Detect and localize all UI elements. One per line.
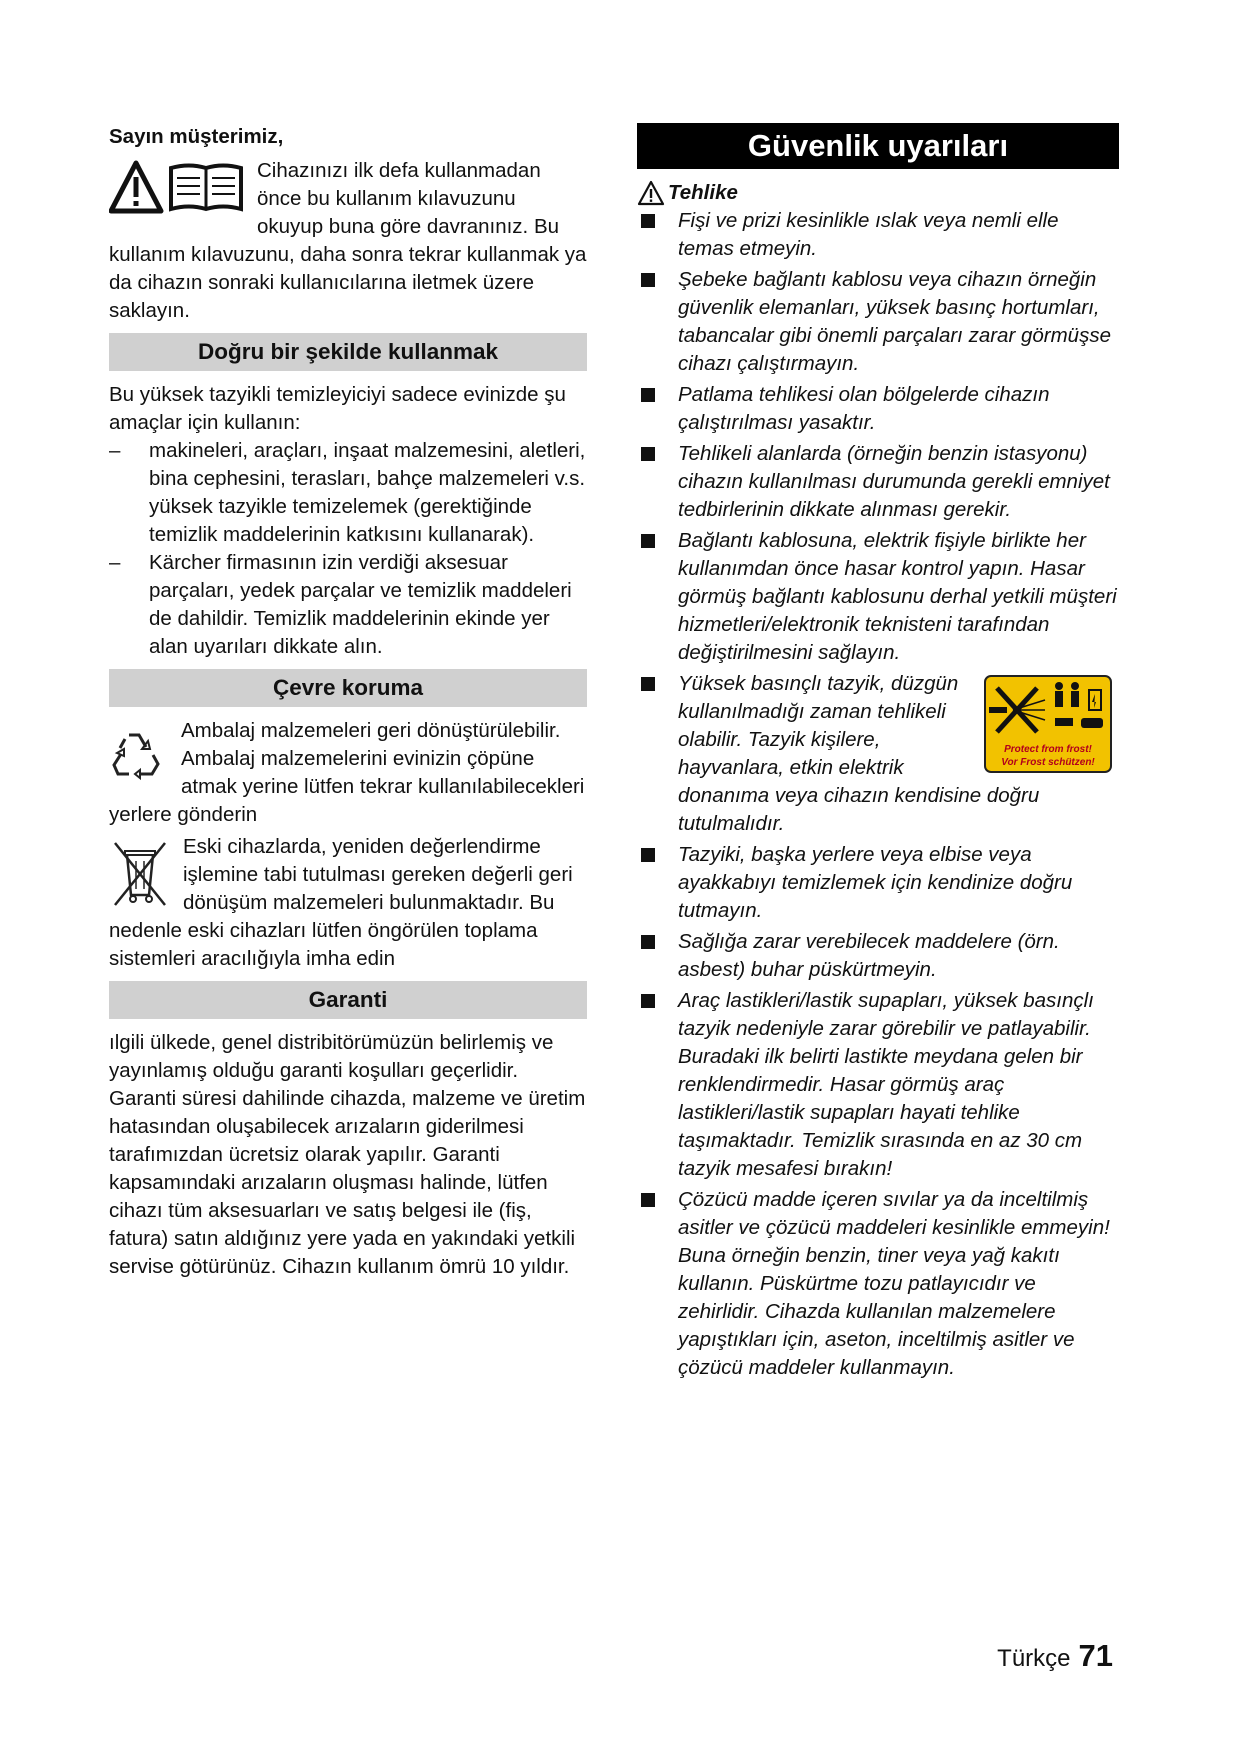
page-footer	[997, 1638, 1113, 1674]
right-column	[637, 123, 1119, 1385]
list-item	[109, 437, 587, 549]
bullet-square-icon	[641, 677, 655, 691]
intro-text: okuyup buna göre davranınız. Bu kullanım kılavuzunu, daha sonra tekrar kullanmak ya da cihazın sonraki kullanıcılarına iletmek üzere saklayın.	[109, 215, 587, 322]
list-item	[637, 527, 1119, 667]
warning-manual-icon	[109, 160, 247, 214]
bullet-square-icon	[641, 534, 655, 548]
list-item-text: Araç lastikleri/lastik supapları, yüksek basınçlı tazyik nedeniyle zarar görebilir ve patlayabilir. Buradaki ilk belirti lastikte meydana gelen bir renklendirmedir. Hasar görmüş araç lastikleri/lastik supapları hayati tehlike taşımaktadır. Temizlik sırasında en az 30 cm tazyik mesafesi bırakın!	[678, 989, 1094, 1180]
list-item-text: Yüksek basınçlı tazyik, düzgün kullanılmadığı zaman tehlikeli olabilir. Tazyik kişilere, hayvanlara, etkin elektrik donanıma veya cihazın kendisine doğru tutulmalıdır.	[678, 672, 1040, 835]
footer-language: Türkçe	[997, 1645, 1071, 1672]
crossed-bin-icon	[109, 839, 171, 909]
list-item-text: Şebeke bağlantı kablosu veya cihazın örneğin güvenlik elemanları, yüksek basınç hortumları, tabancalar gibi önemli parçaları zarar görmüşse cihazı çalıştırmayın.	[678, 268, 1111, 375]
warranty-text: ılgili ülkede, genel distribitörümüzün belirlemiş ve yayınlamış olduğu garanti koşulları geçerlidir. Garanti süresi dahilinde cihazda, malzeme ve üretim hatasından oluşabilecek arızaların giderilmesi tarafımızdan ücretsiz olarak yapılır. Garanti kapsamındaki arızaların oluşması halinde, lütfen cihazı tüm aksesuarları ve satış belgesi ile (fiş, fatura) satın aldığınız yere yada en yakındaki yetkili servise götürünüz. Cihazın kullanım ömrü 10 yıldır.	[109, 1031, 586, 1278]
list-item	[637, 440, 1119, 524]
frost-warning-label-icon	[983, 674, 1113, 774]
list-item-text: Kärcher firmasının izin verdiği aksesuar parçaları, yedek parçalar ve temizlik maddeleri de dahildir. Temizlik maddelerinin ekinde yer alan uyarıları dikkate alın.	[149, 551, 572, 658]
bullet-square-icon	[641, 388, 655, 402]
list-item	[637, 381, 1119, 437]
list-item-text: Tehlikeli alanlarda (örneğin benzin istasyonu) cihazın kullanılması durumunda gerekli emniyet tedbirlerinin dikkate alınması gerekir.	[678, 442, 1110, 521]
list-item	[637, 987, 1119, 1183]
frost-label-de: Vor Frost schützen!	[1001, 757, 1095, 768]
old-devices-text: Eski cihazlarda, yeniden değerlendirme işlemine tabi tutulması gereken değerli geri dönüşüm malzemeleri bulunmaktadır. Bu nedenle eski cihazları lütfen öngörülen toplama sistemleri aracılığıyla imha edin	[109, 835, 573, 970]
dash-marker: –	[109, 439, 121, 462]
bullet-square-icon	[641, 994, 655, 1008]
intro-line-2: önce bu kullanım kılavuzunu	[257, 187, 516, 210]
safety-list	[637, 207, 1119, 1382]
old-devices-block	[109, 833, 587, 973]
list-item-text: makineleri, araçları, inşaat malzemesini, aletleri, bina cephesini, terasları, bahçe malzemeleri v.s. yüksek tazyikle temizelemek (gerektiğinde temizlik maddelerinin katkısını kullanarak).	[149, 439, 586, 546]
dash-marker: –	[109, 551, 121, 574]
list-item-text: Patlama tehlikesi olan bölgelerde cihazın çalıştırılması yasaktır.	[678, 383, 1050, 434]
bullet-square-icon	[641, 447, 655, 461]
section-title-usage: Doğru bir şekilde kullanmak	[109, 333, 587, 371]
list-item-text: Fişi ve prizi kesinlikle ıslak veya nemli elle temas etmeyin.	[678, 209, 1059, 260]
packaging-block	[109, 717, 587, 829]
list-item-text: Tazyiki, başka yerlere veya elbise veya ayakkabıyı temizlemek için kendinize doğru tutmayın.	[678, 843, 1073, 922]
page-number: 71	[1078, 1638, 1113, 1673]
usage-intro: Bu yüksek tazyikli temizleyiciyi sadece evinizde şu amaçlar için kullanın:	[109, 383, 566, 434]
packaging-text: Ambalaj malzemeleri geri dönüştürülebilir. Ambalaj malzemelerini evinizin çöpüne atmak yerine lütfen tekrar kullanılabilecekleri yerlere gönderin	[109, 719, 585, 826]
danger-heading	[637, 179, 1119, 207]
list-item-text: Sağlığa zarar verebilecek maddelere (örn. asbest) buhar püskürtmeyin.	[678, 930, 1060, 981]
left-column	[109, 123, 587, 1281]
list-item-text: Çözücü madde içeren sıvılar ya da inceltilmiş asitler ve çözücü maddeleri kesinlikle emmeyin! Buna örneğin benzin, tiner veya yağ kakıtı kullanın. Püskürtme tozu patlayıcıdır ve zehirlidir. Cihazda kullanılan malzemelere yapıştıkları için, aseton, inceltilmiş asitler ve çözücü maddeler kullanmayın.	[678, 1188, 1110, 1379]
danger-label: Tehlike	[668, 181, 738, 204]
list-item	[637, 928, 1119, 984]
list-item-text: Bağlantı kablosuna, elektrik fişiyle birlikte her kullanımdan önce hasar kontrol yapın. Hasar görmüş bağlantı kablosunu derhal yetkili müşteri hizmetleri/elektronik teknisteni tarafından değiştirilmesini sağlayın.	[678, 529, 1117, 664]
bullet-square-icon	[641, 214, 655, 228]
section-title-environment: Çevre koruma	[109, 669, 587, 707]
intro-block	[109, 157, 587, 325]
intro-line-1: Cihazınızı ilk defa kullanmadan	[257, 159, 541, 182]
list-item	[637, 841, 1119, 925]
bullet-square-icon	[641, 273, 655, 287]
warning-triangle-icon	[637, 180, 665, 206]
greeting: Sayın müşterimiz,	[109, 125, 284, 148]
frost-label-en: Protect from frost!	[1004, 744, 1092, 755]
list-item	[637, 1186, 1119, 1382]
list-item	[637, 266, 1119, 378]
bullet-square-icon	[641, 935, 655, 949]
bullet-square-icon	[641, 1193, 655, 1207]
bullet-square-icon	[641, 848, 655, 862]
list-item	[109, 549, 587, 661]
recycle-icon	[109, 727, 165, 783]
list-item	[637, 670, 1119, 838]
section-title-warranty: Garanti	[109, 981, 587, 1019]
list-item	[637, 207, 1119, 263]
safety-title: Güvenlik uyarıları	[637, 123, 1119, 169]
usage-list	[109, 437, 587, 661]
